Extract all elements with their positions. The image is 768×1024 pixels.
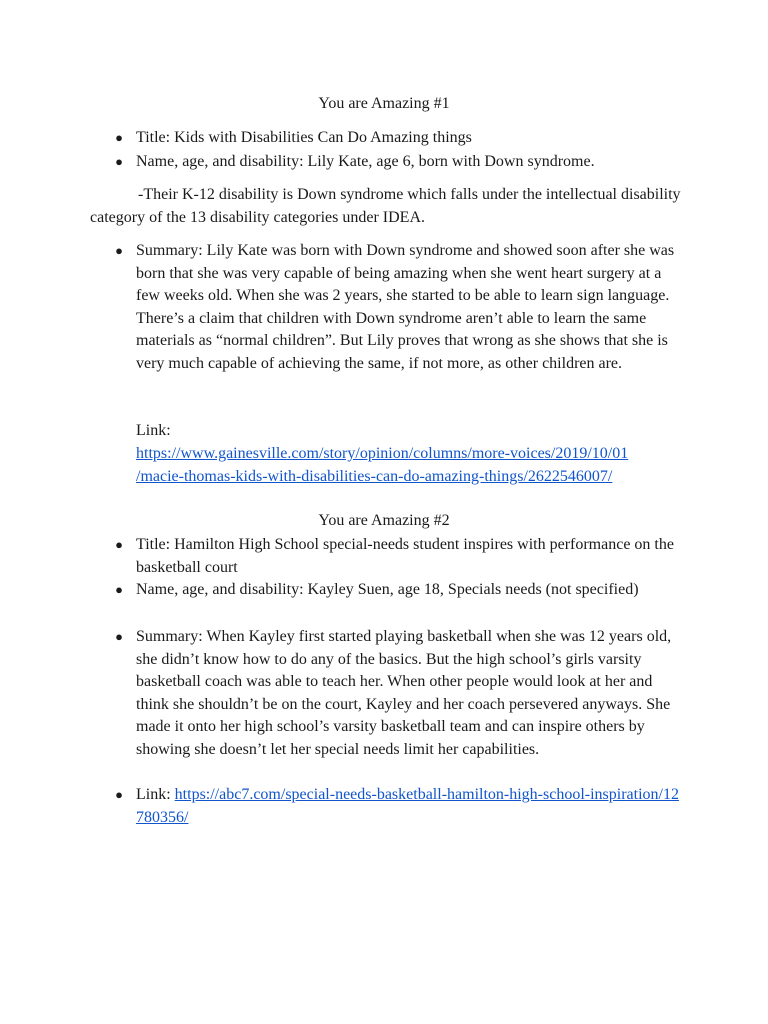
section1-disability-paragraph: -Their K-12 disability is Down syndrome which falls under the intellectual disability category of the 13 disability categories under IDEA. bbox=[90, 186, 681, 226]
section1-summary-item: Summary: Lily Kate was born with Down syndrome and showed soon after she was born that she was very capable of being amazing when she went heart surgery at a few weeks old. When she was 2 years, she started to be able to learn sign language. There’s a claim that children with Down syndrome aren’t able to learn the same materials as “normal children”. But Lily proves that wrong as she shows that she is very much capable of achieving the same, if not more, as other children are. bbox=[136, 242, 675, 372]
bullet-icon: ● bbox=[115, 537, 123, 552]
bullet-icon: ● bbox=[115, 130, 123, 145]
section2-title-item: Title: Hamilton High School special-needs student inspires with performance on the basketball court bbox=[136, 536, 674, 576]
bullet-icon: ● bbox=[115, 154, 123, 169]
section1-title-item: Title: Kids with Disabilities Can Do Amazing things bbox=[136, 129, 472, 146]
section1-link-line1[interactable] bbox=[136, 443, 681, 466]
section2-summary-item: Summary: When Kayley first started playing basketball when she was 12 years old, she didn’t know how to do any of the basics. But the high school’s girls varsity basketball coach was able to teach her. When other people would look at her and think she shouldn’t be on the court, Kayley and her coach persevered anyways. She made it onto her high school’s varsity basketball team and can inspire others by showing she doesn’t let her special needs limit her capabilities. bbox=[136, 628, 672, 758]
section2-link[interactable]: https://abc7.com/special-needs-basketball-hamilton-high-school-inspiration/12780356/ bbox=[136, 786, 679, 826]
section1-link-label: Link: bbox=[136, 422, 171, 439]
section1-link-continued[interactable]: /macie-thomas-kids-with-disabilities-can-do-amazing-things/2622546007/ bbox=[136, 468, 613, 485]
section1-link[interactable]: https://www.gainesville.com/story/opinion/columns/more-voices/2019/10/01 bbox=[136, 445, 629, 462]
section1-heading: You are Amazing #1 bbox=[318, 95, 450, 112]
section2-link-label: Link: bbox=[136, 786, 175, 803]
section2-heading: You are Amazing #2 bbox=[318, 512, 450, 529]
section2-name-item: Name, age, and disability: Kayley Suen, age 18, Specials needs (not specified) bbox=[136, 581, 639, 598]
section1-link-line2[interactable] bbox=[136, 466, 681, 489]
section2-link-item bbox=[136, 784, 681, 829]
section1-name-item: Name, age, and disability: Lily Kate, age 6, born with Down syndrome. bbox=[136, 153, 595, 170]
bullet-icon: ● bbox=[115, 629, 123, 644]
bullet-icon: ● bbox=[115, 243, 123, 258]
bullet-icon: ● bbox=[115, 787, 123, 802]
bullet-icon: ● bbox=[115, 582, 123, 597]
